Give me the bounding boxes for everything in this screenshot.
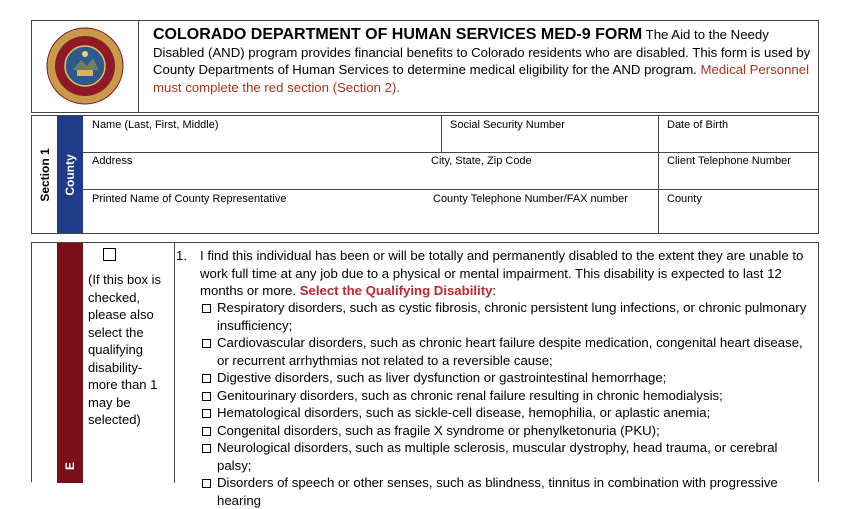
county-phone-field[interactable]: County Telephone Number/FAX number [433,193,628,205]
county-bar-label: County [63,153,77,196]
item-1-text: I find this individual has been or will be totally and permanently disabled to the extent they are unable to work full time at any job due to a physical or mental impairment. This disability is expected to last 12 months or more. Select the Qualifying Disability: [200,248,804,298]
address-field[interactable]: Address [92,155,133,167]
section-1 [31,115,819,234]
disability-option[interactable]: Digestive disorders, such as liver dysfunction or gastrointestinal hemorrhage; [200,369,812,387]
county-field[interactable]: County [667,193,702,205]
item-number: 1. [176,248,187,263]
section-1-label: Section 1 [37,147,52,202]
form-title: COLORADO DEPARTMENT OF HUMAN SERVICES MED-9 FORM [153,26,643,43]
red-bar-label: E [63,461,77,471]
section-2-left-cell [32,243,58,483]
disability-option[interactable]: Cardiovascular disorders, such as chronic heart failure despite medication, congenital heart disease, or recurrent arrhythmias not related to a reversible cause; [200,334,812,369]
section-1-label-cell [32,116,58,233]
disability-option[interactable]: Hematological disorders, such as sickle-cell disease, hemophilia, or aplastic anemia; [200,404,812,422]
county-bar [57,116,83,233]
seal-frame [32,21,139,112]
client-phone-field[interactable]: Client Telephone Number [667,155,791,167]
form-header [31,20,819,113]
checkbox-note: (If this box is checked, please also select the qualifying disability- more than 1 may be selected) [88,272,161,427]
disability-option[interactable]: Respiratory disorders, such as cystic fibrosis, chronic persistent lung infections, or chronic pulmonary insufficiency; [200,299,812,334]
checkbox-icon[interactable] [202,409,211,418]
disability-option[interactable]: Neurological disorders, such as multiple sclerosis, muscular dystrophy, head trauma, or cerebral palsy; [200,439,812,474]
rep-name-field[interactable]: Printed Name of County Representative [92,193,287,205]
ssn-field[interactable]: Social Security Number [450,119,565,131]
checkbox-icon[interactable] [202,339,211,348]
disability-option[interactable]: Genitourinary disorders, such as chronic renal failure resulting in chronic hemodialysis; [200,387,812,405]
colorado-state-seal [41,26,129,106]
dob-field[interactable]: Date of Birth [667,119,729,131]
disability-checkbox[interactable] [103,248,116,261]
checkbox-column [83,243,175,483]
disability-option[interactable]: Disorders of speech or other senses, such as blindness, tinnitus in combination with progressive hearing [200,474,812,509]
qualifying-disability-label: Select the Qualifying Disability [299,283,493,298]
medical-personnel-note: Medical Personnel must complete the red section (Section 2). [153,62,810,95]
checkbox-icon[interactable] [202,479,211,488]
section-2-red-bar [57,243,83,483]
disability-option[interactable]: Congenital disorders, such as fragile X syndrome or phenylketonuria (PKU); [200,422,812,440]
intro-text: The Aid to the Needy Disabled (AND) program provides financial benefits to Colorado residents who are disabled. This form is used by County Departments of Human Services to determine medical eligibility for the AND program. [153,27,811,77]
checkbox-icon[interactable] [202,374,211,383]
checkbox-icon[interactable] [202,304,211,313]
city-state-zip-field[interactable]: City, State, Zip Code [431,155,532,167]
disability-list [200,299,812,509]
name-field[interactable]: Name (Last, First, Middle) [92,119,219,131]
checkbox-icon[interactable] [202,444,211,453]
section-2 [31,242,819,508]
header-text [153,26,813,96]
checkbox-icon[interactable] [202,392,211,401]
checkbox-icon[interactable] [202,427,211,436]
